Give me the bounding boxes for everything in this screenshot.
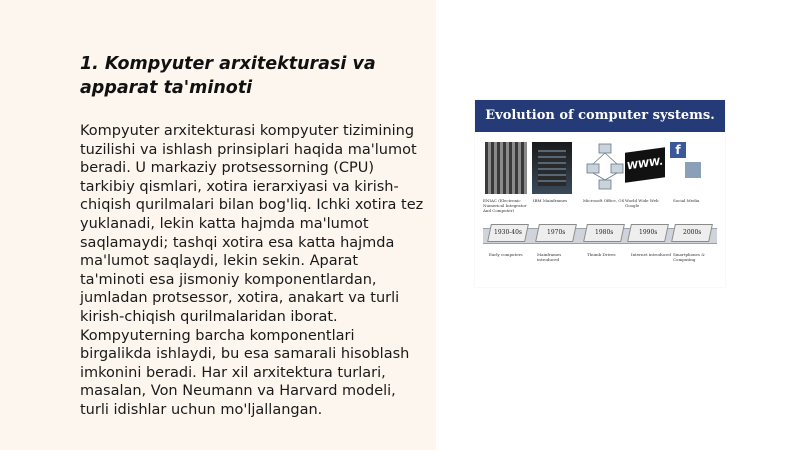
caption-microsoft: Microsoft Office, OS [583,198,625,203]
eniac-image [485,142,527,194]
era-label: Smartphones & Computing [673,252,705,262]
caption-ibm: IBM Mainframes [533,198,568,203]
slide-title: 1. Kompyuter arxitekturasi va apparat ta'minoti [80,54,376,98]
era-label: Thumb Drives [587,252,616,257]
caption-social: Social Media [673,198,700,203]
era-label: Mainframes introduced [537,252,562,262]
era-labels-row [475,250,725,268]
facebook-icon: f [670,142,686,158]
timeline-marker: 1930-40s [487,224,529,242]
timeline [475,220,725,250]
evolution-figure [475,100,725,287]
timeline-marker: 2000s [671,224,713,242]
mainframe-image [532,142,572,194]
era-label: Internet introduced [631,252,671,257]
era-label: Early computers [489,252,523,257]
timeline-marker: 1980s [583,224,625,242]
figure-icons-row [475,132,725,192]
network-icon [585,142,625,192]
slide-body-text: Kompyuter arxitekturasi kompyuter tizimining tuzilishi va ishlash prinsiplari haqida ma'lumot beradi. U markaziy protsessorning (CPU) tarkibiy qismlari, xotira ierarxiyasi va kirish-chiqish qurilmalari bilan bog'liq. Ichki xotira tez yuklanadi, lekin katta hajmda ma'lumot saqlamaydi; tashqi xotira esa katta hajmda ma'lumot saqlaydi, lekin sekin. Aparat ta'minoti esa jismoniy komponentlardan, jumladan protsessor, xotira, anakart va turli kirish-chiqish qurilmalaridan iborat. Kompyuterning barcha komponentlari birgalikda ishlaydi, bu esa samarali hisoblash imkonini beradi. Har xil arxitektura turlari, masalan, Von Neumann va Harvard modeli, turli idishlar uchun mo'ljallangan. [80,123,424,418]
timeline-marker: 1990s [627,224,669,242]
timeline-marker: 1970s [535,224,577,242]
www-image: WWW. [625,147,665,183]
social-icon [685,162,701,178]
figure-header: Evolution of computer systems. [475,100,725,132]
figure-captions-row [475,192,725,220]
caption-web: World Wide Web Google [625,198,659,208]
caption-eniac: ENIAC (Electronic Numerical Integrator And Computer) [483,198,527,213]
